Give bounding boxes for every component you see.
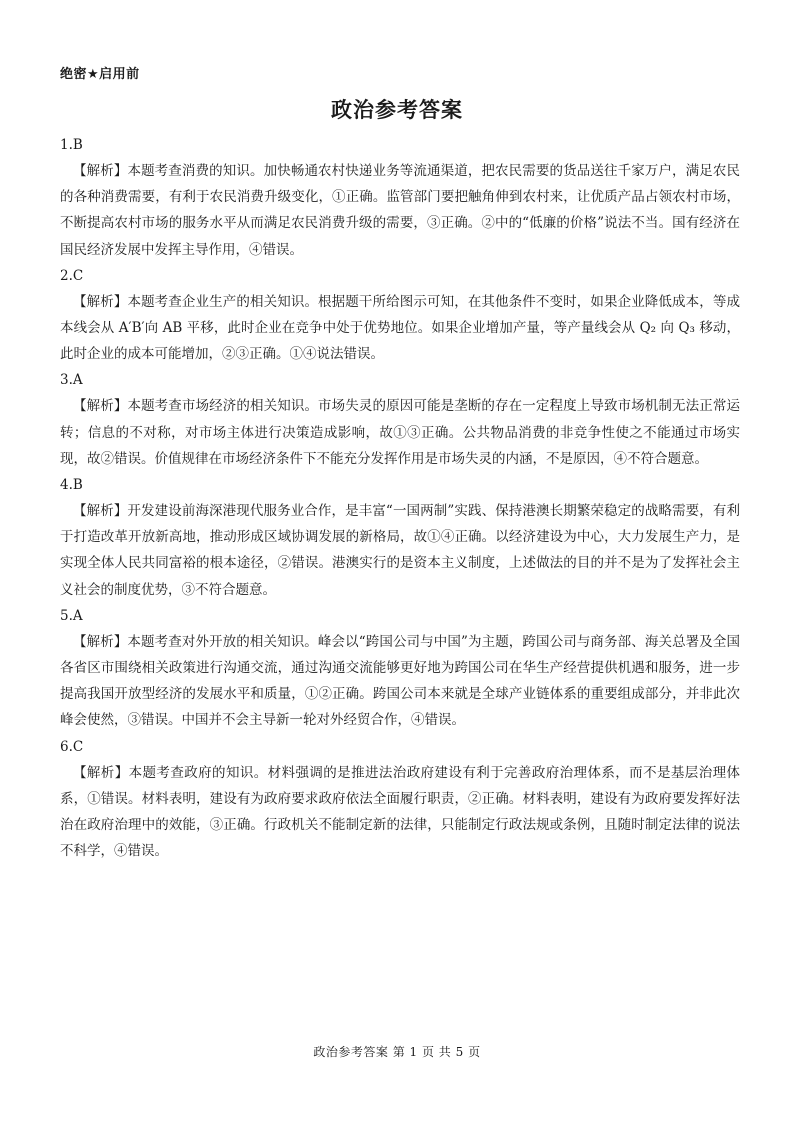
question-number: 6.C [60, 738, 84, 755]
question-number: 3.A [60, 372, 83, 389]
question-analysis: 【解析】本题考查企业生产的相关知识。根据题干所给图示可知，在其他条件不变时，如果企业降低成本，等成本线会从 A′B′向 AB 平移，此时企业在竞争中处于优势地位。如果企业增加产量，等产量线会从 Q₂ 向 Q₃ 移动，此时企业的成本可能增加，②③正确。①④说法错误。 [60, 293, 740, 363]
question-item [60, 603, 740, 734]
question-number: 5.A [60, 607, 83, 624]
question-number: 4.B [60, 477, 83, 494]
question-analysis: 【解析】开发建设前海深港现代服务业合作，是丰富“一国两制”实践、保持港澳长期繁荣稳定的战略需要，有利于打造改革开放新高地，推动形成区域协调发展的新格局，故①④正确。以经济建设为中心，大力发展生产力，是实现全体人民共同富裕的根本途径，②错误。港澳实行的是资本主义制度，上述做法的目的并不是为了发挥社会主义社会的制度优势，③不符合题意。 [60, 503, 740, 598]
question-item [60, 472, 740, 603]
question-analysis: 【解析】本题考查政府的知识。材料强调的是推进法治政府建设有利于完善政府治理体系，而不是基层治理体系，①错误。材料表明，建设有为政府要求政府依法全面履行职责，②正确。材料表明，建设有为政府要发挥好法治在政府治理中的效能，③正确。行政机关不能制定新的法律，只能制定行政法规或条例，且随时制定法律的说法不科学，④错误。 [60, 764, 740, 860]
question-number: 1.B [60, 137, 83, 153]
question-analysis: 【解析】本题考查市场经济的相关知识。市场失灵的原因可能是垄断的存在一定程度上导致市场机制无法正常运转；信息的不对称，对市场主体进行决策造成影响，故①③正确。公共物品消费的非竞争性使之不能通过市场实现，故②错误。价值规律在市场经济条件下不能充分发挥作用是市场失灵的内涵，不是原因，④不符合题意。 [60, 398, 740, 467]
question-analysis: 【解析】本题考查对外开放的相关知识。峰会以“跨国公司与中国”为主题，跨国公司与商务部、海关总署及全国各省区市围绕相关政策进行沟通交流，通过沟通交流能够更好地为跨国公司在华生产经营提供机遇和服务，进一步提高我国开放型经济的发展水平和质量，①②正确。跨国公司本来就是全球产业链体系的重要组成部分，并非此次峰会使然，③错误。中国并不会主导新一轮对外经贸合作，④错误。 [60, 633, 740, 729]
question-item [60, 263, 740, 368]
question-item [60, 132, 740, 263]
question-item [60, 367, 740, 472]
question-analysis: 【解析】本题考查消费的知识。加快畅通农村快递业务等流通渠道，把农民需要的货品送往千家万户，满足农民的各种消费需要，有利于农民消费升级变化，①正确。监管部门要把触角伸到农村来，让优质产品占领农村市场，不断提高农村市场的服务水平从而满足农民消费升级的需要，③正确。②中的“低廉的价格”说法不当。国有经济在国民经济发展中发挥主导作用，④错误。 [60, 163, 740, 258]
question-item [60, 734, 740, 865]
confidential-label: 绝密★启用前 [60, 67, 140, 82]
answer-list [60, 132, 740, 864]
question-number: 2.C [60, 267, 84, 284]
page-title: 政治参考答案 [331, 98, 463, 122]
page-footer: 政治参考答案 第 1 页 共 5 页 [313, 1045, 481, 1059]
